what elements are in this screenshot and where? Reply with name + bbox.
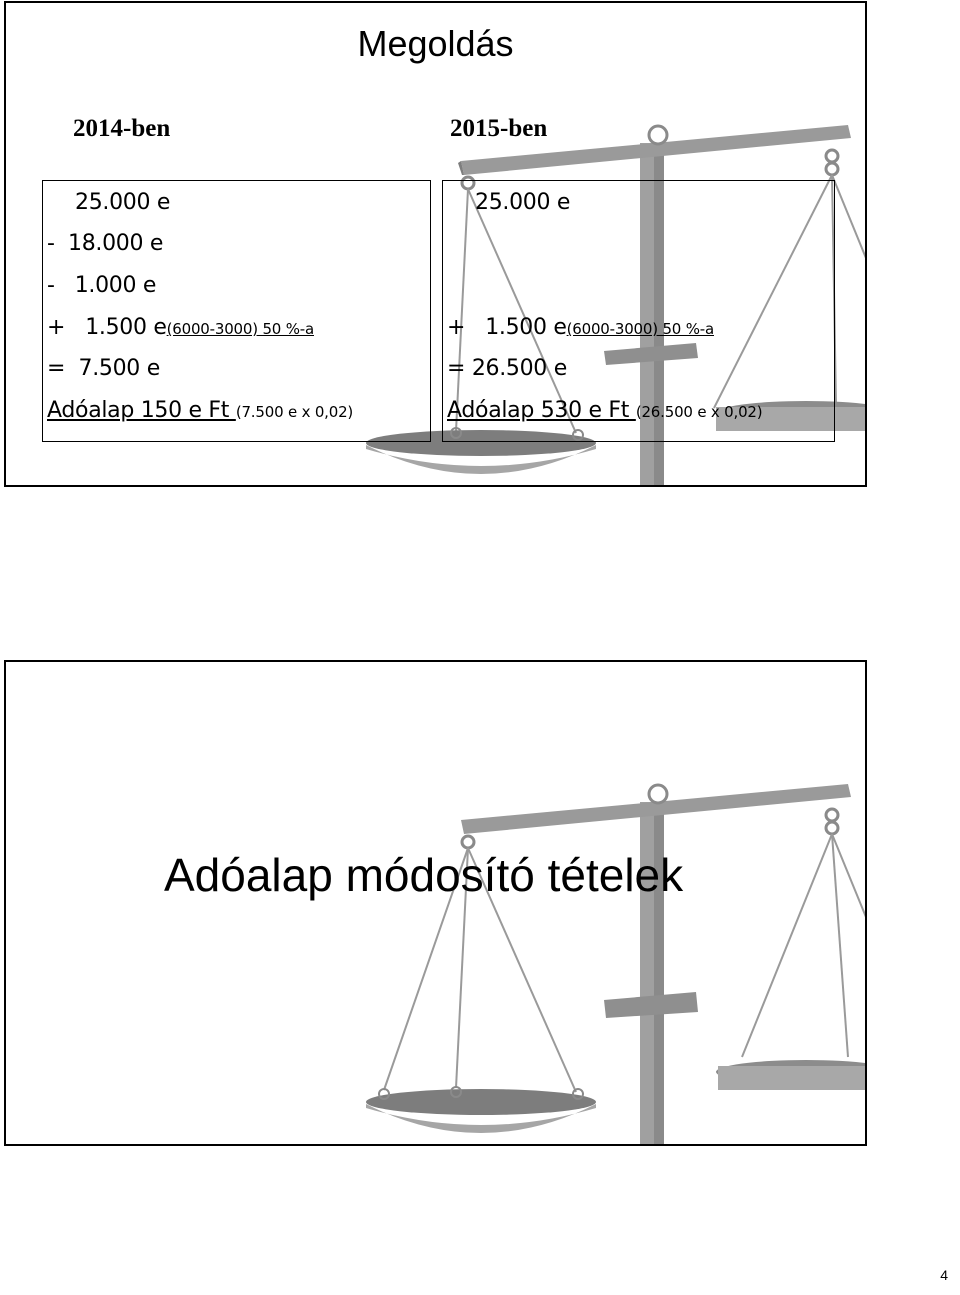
calc-line: [447, 315, 714, 342]
calc-line: 25.000 e: [475, 190, 571, 215]
calc-note: (6000-3000) 50 %-a: [566, 320, 714, 338]
tax-base-value: Adóalap 150 e Ft: [47, 398, 236, 423]
calc-line: [47, 315, 314, 342]
slide-title: Adóalap módosító tételek: [164, 849, 684, 901]
calc-line: 25.000 e: [75, 190, 171, 215]
calc-line: = 26.500 e: [447, 356, 567, 381]
slide-tax-base-modifiers: [4, 660, 867, 1146]
slide-title: Megoldás: [357, 23, 514, 64]
slide-solution: [4, 1, 867, 487]
calculation-box-2015: [442, 180, 835, 442]
calculation-box-2014: [42, 180, 431, 442]
calc-line: [47, 398, 353, 425]
balance-scale-illustration: [6, 662, 865, 1144]
calc-line: [447, 398, 762, 425]
calc-line: - 18.000 e: [47, 231, 164, 256]
calc-line: - 1.000 e: [47, 273, 157, 298]
calc-value: + 1.500 e: [47, 315, 167, 340]
calc-note: (26.500 e x 0,02): [635, 403, 763, 421]
tax-base-value: Adóalap 530 e Ft: [447, 398, 636, 423]
calc-note: (6000-3000) 50 %-a: [166, 320, 314, 338]
page-number: 4: [940, 1267, 948, 1283]
calc-line: = 7.500 e: [47, 356, 160, 381]
calc-value: + 1.500 e: [447, 315, 567, 340]
calc-note: (7.500 e x 0,02): [235, 403, 354, 421]
year-heading-2015: 2015-ben: [450, 115, 548, 142]
year-heading-2014: 2014-ben: [73, 115, 171, 142]
